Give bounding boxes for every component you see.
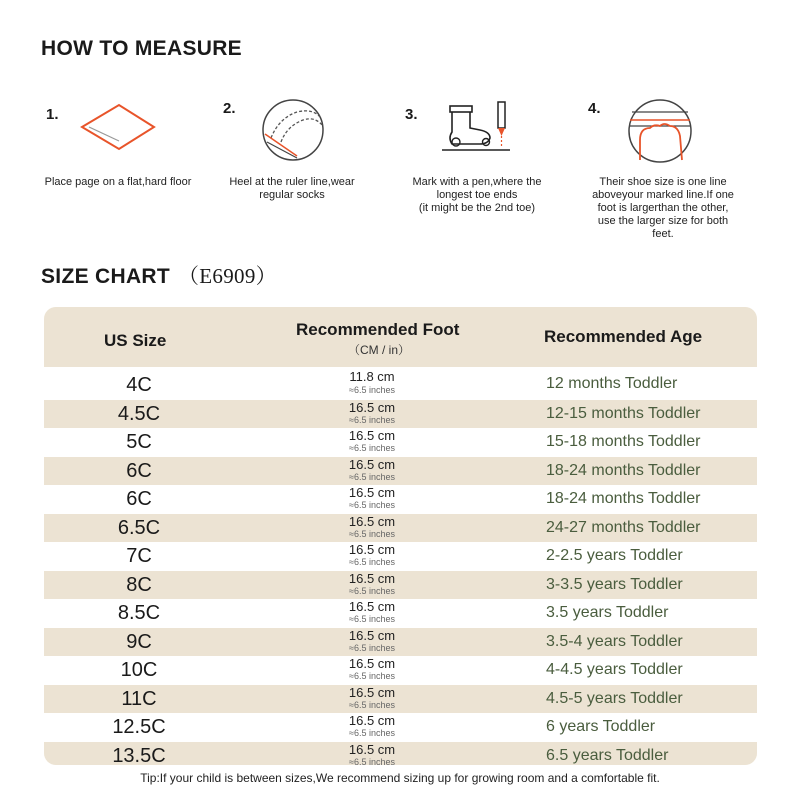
table-row bbox=[44, 656, 757, 685]
table-row bbox=[44, 400, 757, 429]
table-row bbox=[44, 485, 757, 514]
header-us-size: US Size bbox=[104, 331, 167, 350]
foot-inches-cell: ≈6.5 inches bbox=[349, 586, 395, 596]
age-cell: 18-24 months Toddler bbox=[546, 462, 701, 479]
size-chart-title bbox=[41, 260, 277, 290]
table-row bbox=[44, 457, 757, 486]
foot-cm-cell: 16.5 cm bbox=[348, 485, 396, 500]
foot-cm-cell: 16.5 cm bbox=[348, 428, 396, 443]
foot-inches-cell: ≈6.5 inches bbox=[349, 557, 395, 567]
foot-inches-cell: ≈6.5 inches bbox=[349, 643, 395, 653]
size-chart-title-text: SIZE CHART bbox=[41, 265, 170, 288]
foot-cm-cell: 16.5 cm bbox=[348, 599, 396, 614]
foot-cm-cell: 16.5 cm bbox=[348, 571, 396, 586]
foot-cm-cell: 16.5 cm bbox=[348, 542, 396, 557]
step-4-number: 4. bbox=[588, 100, 601, 117]
foot-inches-cell: ≈6.5 inches bbox=[349, 757, 395, 765]
table-row bbox=[44, 628, 757, 657]
foot-inches-cell: ≈6.5 inches bbox=[349, 443, 395, 453]
us-size-cell: 8C bbox=[126, 574, 152, 596]
step-2-caption: Heel at the ruler line,wear regular socks bbox=[229, 176, 355, 201]
age-cell: 3.5-4 years Toddler bbox=[546, 633, 683, 650]
foot-inches-cell: ≈6.5 inches bbox=[349, 671, 395, 681]
us-size-cell: 6.5C bbox=[117, 517, 161, 539]
step-1-caption: Place page on a flat,hard floor bbox=[44, 176, 192, 188]
size-chart-table bbox=[44, 307, 757, 765]
foot-inches-cell: ≈6.5 inches bbox=[349, 385, 395, 395]
age-cell: 12-15 months Toddler bbox=[546, 405, 701, 422]
foot-inches-cell: ≈6.5 inches bbox=[349, 500, 395, 510]
toe-line-icon bbox=[624, 98, 696, 164]
foot-inches-cell: ≈6.5 inches bbox=[349, 614, 395, 624]
step-4 bbox=[588, 98, 738, 248]
foot-cm-cell: 11.8 cm bbox=[349, 369, 395, 384]
foot-inches-cell: ≈6.5 inches bbox=[349, 472, 395, 482]
table-row bbox=[44, 713, 757, 742]
us-size-cell: 4.5C bbox=[117, 403, 161, 425]
step-2 bbox=[217, 98, 367, 248]
foot-inches-cell: ≈6.5 inches bbox=[349, 700, 395, 710]
foot-pen-icon bbox=[440, 98, 520, 156]
us-size-cell: 9C bbox=[126, 631, 152, 653]
step-3-number: 3. bbox=[405, 106, 418, 123]
us-size-cell: 11C bbox=[121, 688, 157, 710]
foot-cm-cell: 16.5 cm bbox=[348, 628, 396, 643]
us-size-cell: 12.5C bbox=[112, 716, 166, 738]
foot-cm-cell: 16.5 cm bbox=[348, 514, 396, 529]
age-cell: 3.5 years Toddler bbox=[546, 604, 669, 621]
size-chart-code: （E6909） bbox=[178, 264, 277, 288]
age-cell: 6 years Toddler bbox=[546, 718, 656, 735]
foot-inches-cell: ≈6.5 inches bbox=[349, 728, 395, 738]
age-cell: 15-18 months Toddler bbox=[546, 433, 701, 450]
foot-cm-cell: 16.5 cm bbox=[348, 713, 396, 728]
table-row bbox=[44, 514, 757, 543]
us-size-cell: 5C bbox=[126, 431, 152, 453]
foot-cm-cell: 16.5 cm bbox=[348, 742, 396, 757]
table-row bbox=[44, 542, 757, 571]
table-row bbox=[44, 599, 757, 628]
table-row bbox=[44, 428, 757, 457]
us-size-cell: 7C bbox=[126, 545, 152, 567]
us-size-cell: 4C bbox=[126, 374, 152, 396]
step-3 bbox=[402, 98, 552, 248]
paper-icon bbox=[77, 102, 157, 154]
step-3-caption: Mark with a pen,where the longest toe ends (it might be the 2nd toe) bbox=[412, 176, 542, 214]
age-cell: 24-27 months Toddler bbox=[546, 519, 701, 536]
foot-inches-cell: ≈6.5 inches bbox=[349, 529, 395, 539]
us-size-cell: 13.5C bbox=[112, 745, 166, 765]
table-row bbox=[44, 742, 757, 765]
age-cell: 4.5-5 years Toddler bbox=[546, 690, 683, 707]
us-size-cell: 10C bbox=[120, 659, 158, 681]
foot-cm-cell: 16.5 cm bbox=[348, 400, 396, 415]
foot-cm-cell: 16.5 cm bbox=[348, 685, 396, 700]
step-1 bbox=[43, 98, 193, 248]
header-foot-unit: （CM / in） bbox=[348, 343, 411, 357]
foot-cm-cell: 16.5 cm bbox=[348, 457, 396, 472]
step-1-number: 1. bbox=[46, 106, 59, 123]
step-4-caption: Their shoe size is one line aboveyour marked line.If one foot is largerthan the other, use the larger size for both feet. bbox=[592, 176, 734, 240]
header-recommended-age: Recommended Age bbox=[544, 327, 703, 346]
age-cell: 2-2.5 years Toddler bbox=[546, 547, 683, 564]
sizing-tip: Tip:If your child is between sizes,We recommend sizing up for growing room and a comfortable fit. bbox=[140, 771, 660, 785]
us-size-cell: 6C bbox=[126, 488, 152, 510]
us-size-cell: 6C bbox=[126, 460, 152, 482]
sock-heel-icon bbox=[257, 98, 329, 162]
table-row bbox=[44, 367, 757, 400]
age-cell: 18-24 months Toddler bbox=[546, 490, 701, 507]
age-cell: 6.5 years Toddler bbox=[546, 747, 669, 764]
header-recommended-foot: Recommended Foot bbox=[296, 320, 460, 339]
table-row bbox=[44, 571, 757, 600]
age-cell: 3-3.5 years Toddler bbox=[546, 576, 683, 593]
age-cell: 4-4.5 years Toddler bbox=[546, 661, 683, 678]
table-header bbox=[44, 307, 757, 367]
us-size-cell: 8.5C bbox=[117, 602, 161, 624]
foot-cm-cell: 16.5 cm bbox=[348, 656, 396, 671]
step-2-number: 2. bbox=[223, 100, 236, 117]
how-to-measure-title: HOW TO MEASURE bbox=[41, 37, 242, 60]
foot-inches-cell: ≈6.5 inches bbox=[349, 415, 395, 425]
age-cell: 12 months Toddler bbox=[546, 375, 678, 392]
table-row bbox=[44, 685, 757, 714]
